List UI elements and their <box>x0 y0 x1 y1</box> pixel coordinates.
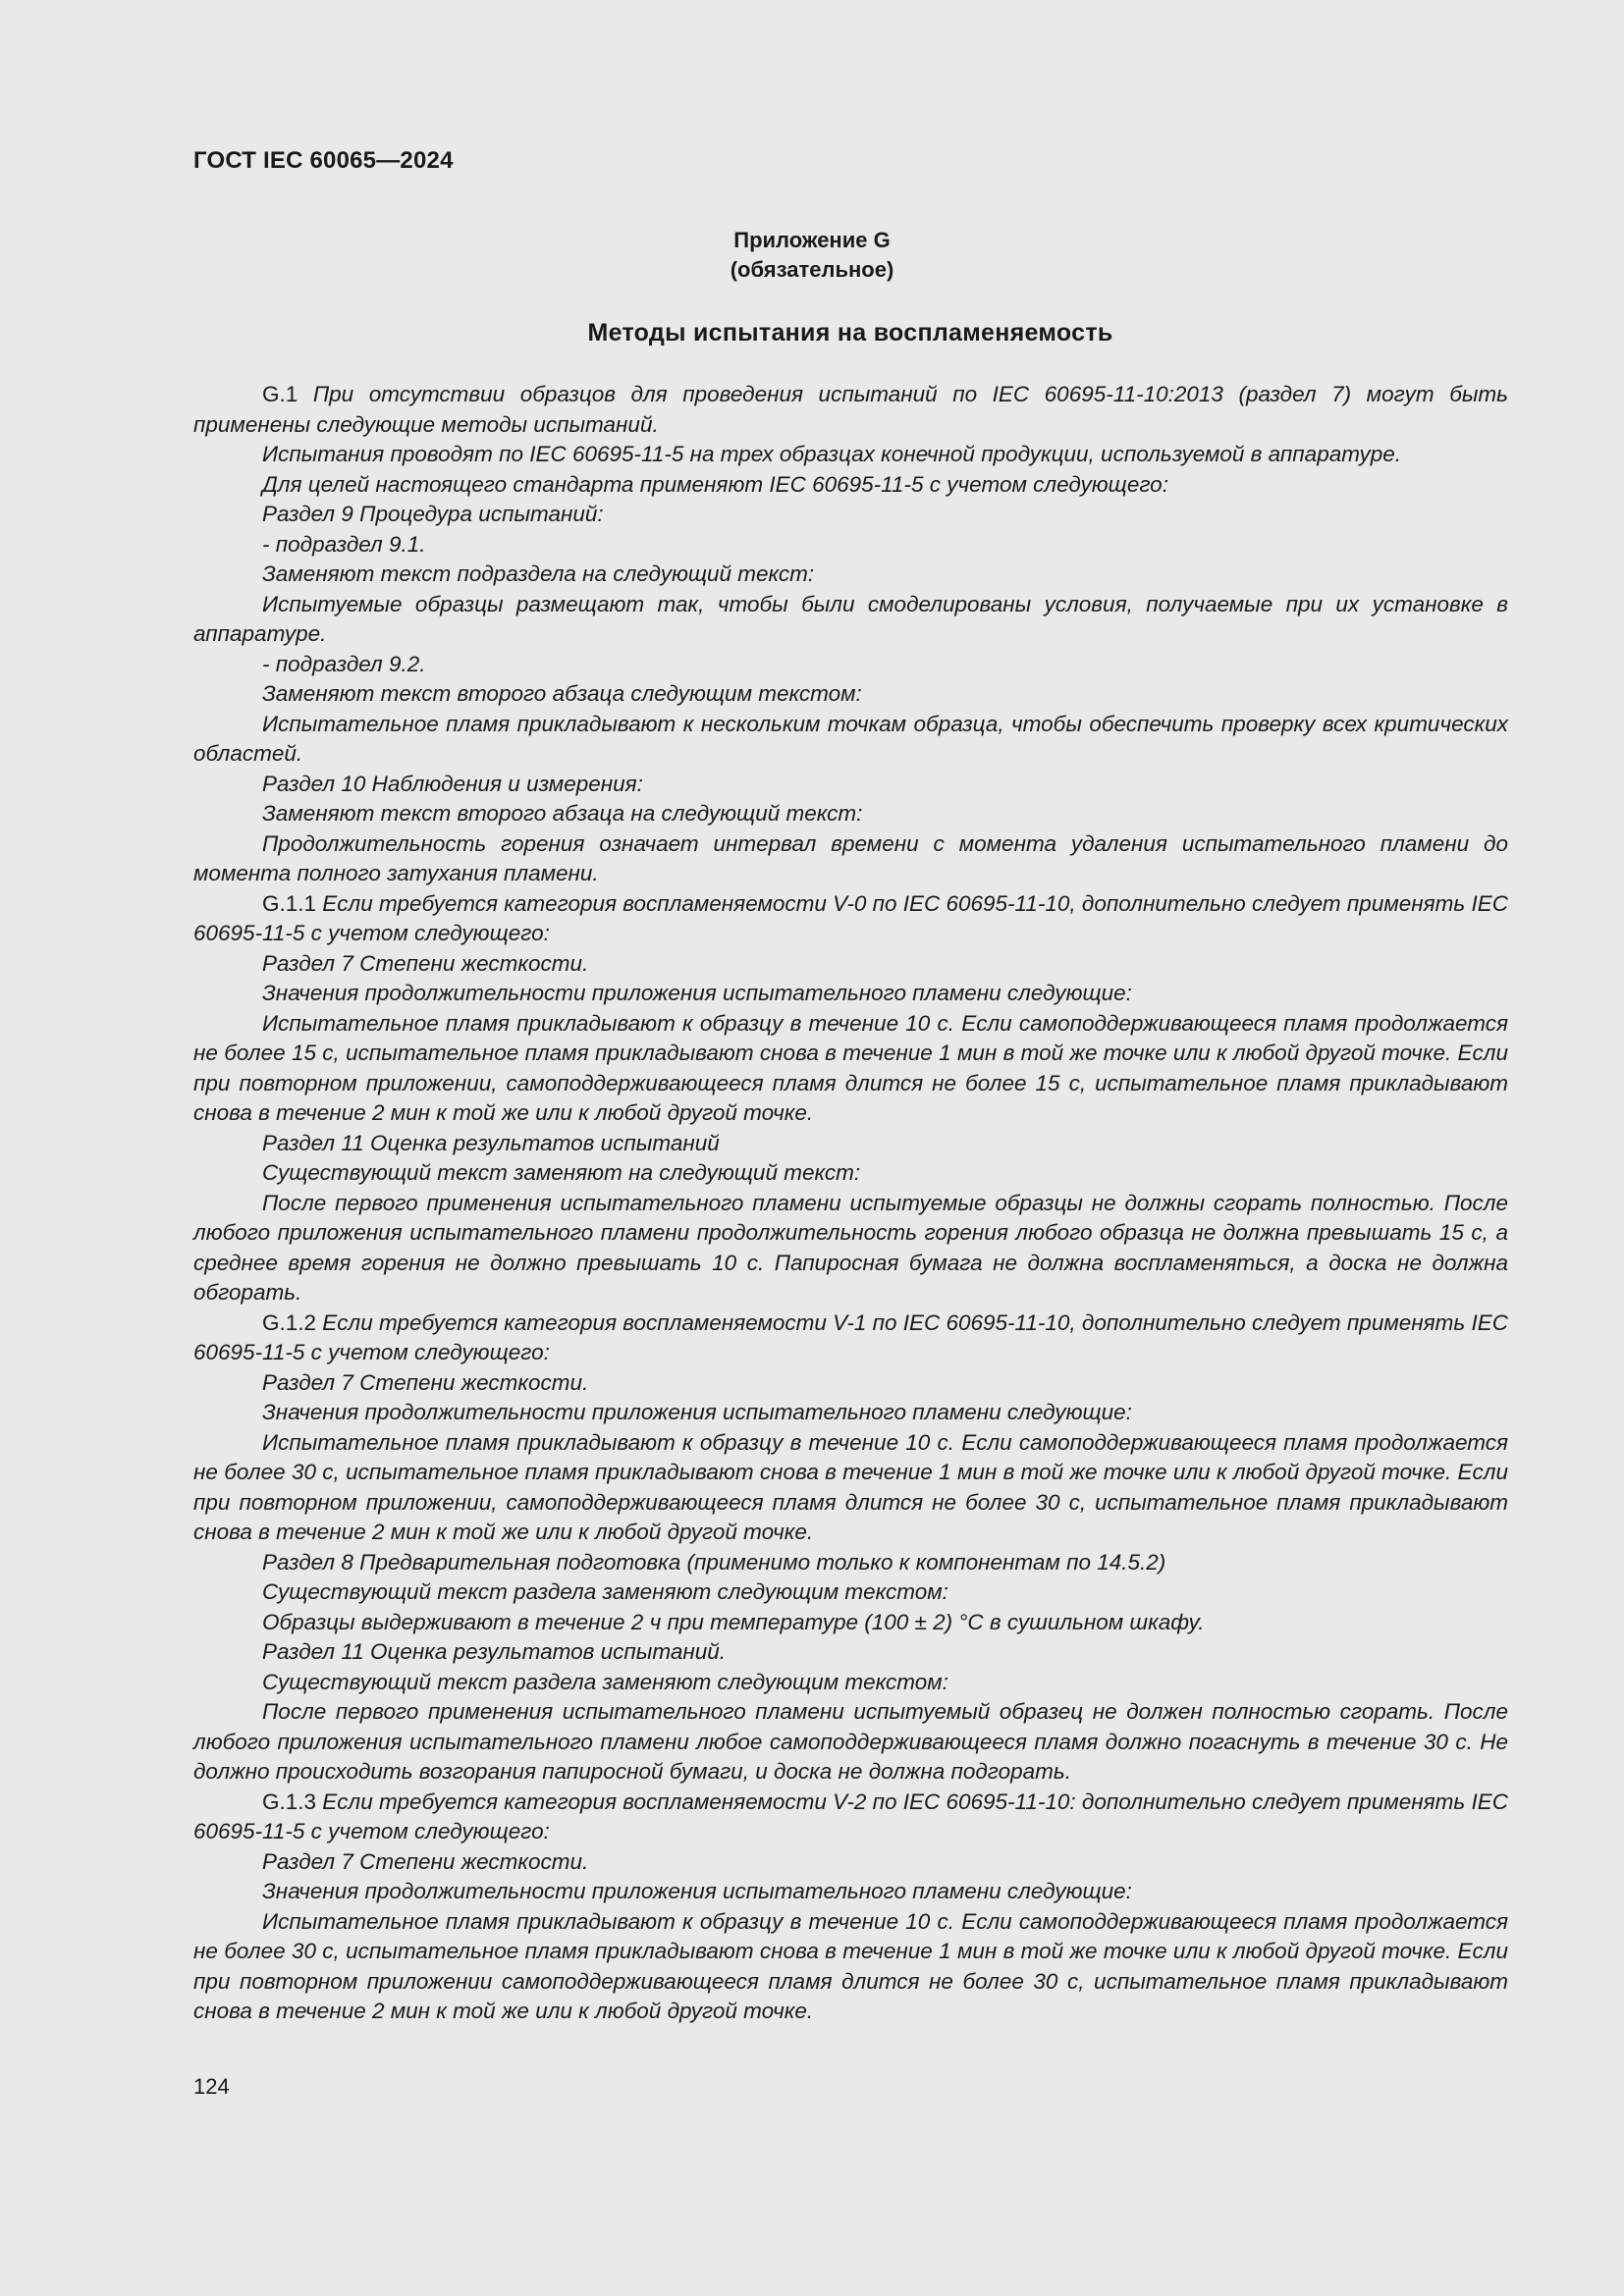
paragraph-text: Значения продолжительности приложения испытательного пламени следующие: <box>262 981 1132 1005</box>
paragraph-text: Раздел 7 Степени жесткости. <box>262 950 589 976</box>
paragraph-text: Испытательное пламя прикладывают к нескольким точкам образца, чтобы обеспечить проверку всех критических областей. <box>193 711 1508 766</box>
paragraph-text: Испытательное пламя прикладывают к образцу в течение 10 с. Если самоподдерживающееся пламя продолжается не более 30 с, испытательное пламя прикладывают снова в течение 1 мин в той же точке или к любой другой точке. Если при повторном приложении, самоподдерживающееся пламя длится не более 30 с, испытательное пламя прикладывают снова в течение 2 мин к той же или к любой другой точке. <box>193 1429 1508 1544</box>
paragraph <box>193 1577 1508 1608</box>
paragraph <box>193 1877 1508 1907</box>
paragraph-text: - подраздел 9.2. <box>262 651 426 676</box>
paragraph <box>193 650 1508 680</box>
paragraph-text: Если требуется категория воспламеняемости V-0 по IEC 60695-11-10, дополнительно следует применять IEC 60695-11-5 с учетом следующего: <box>193 890 1509 945</box>
paragraph <box>193 1368 1508 1399</box>
page-number: 124 <box>193 2074 230 2099</box>
paragraph <box>193 1847 1508 1878</box>
paragraph <box>193 829 1508 889</box>
paragraph <box>193 770 1508 800</box>
paragraph <box>193 679 1508 710</box>
appendix-title: Приложение G <box>733 228 891 252</box>
clause-number: G.1.1 <box>262 890 317 916</box>
paragraph-text: Испытания проводят по IEC 60695-11-5 на трех образцах конечной продукции, используемой в аппаратуре. <box>262 442 1402 466</box>
paragraph <box>193 1158 1508 1189</box>
paragraph-text: Если требуется категория воспламеняемости V-2 по IEC 60695-11-10: дополнительно следует применять IEC 60695-11-5 с учетом следующего: <box>193 1789 1509 1843</box>
paragraph-text: Существующий текст заменяют на следующий текст: <box>262 1160 861 1185</box>
paragraph <box>193 1637 1508 1668</box>
paragraph-text: - подраздел 9.1. <box>262 531 426 557</box>
paragraph-text: Существующий текст раздела заменяют следующим текстом: <box>262 1579 948 1604</box>
paragraph <box>193 500 1508 530</box>
paragraph <box>193 949 1508 980</box>
paragraph-text: Существующий текст раздела заменяют следующим текстом: <box>262 1669 948 1694</box>
paragraph <box>193 1009 1508 1129</box>
paragraph-text: Образцы выдерживают в течение 2 ч при температуре (100 ± 2) °С в сушильном шкафу. <box>262 1609 1205 1634</box>
paragraph-text: Заменяют текст подраздела на следующий текст: <box>262 561 815 586</box>
paragraph <box>193 710 1508 770</box>
paragraph <box>193 979 1508 1009</box>
paragraph-text: Продолжительность горения означает интервал времени с момента удаления испытательного пламени до момента полного затухания пламени. <box>193 830 1508 885</box>
paragraph-text: Раздел 11 Оценка результатов испытаний. <box>262 1639 727 1664</box>
paragraph <box>193 470 1508 501</box>
clause-number: G.1 <box>262 382 298 406</box>
document-header: ГОСТ IEC 60065—2024 <box>193 147 454 174</box>
clause-number: G.1.3 <box>262 1789 317 1814</box>
paragraph <box>193 1668 1508 1698</box>
paragraph <box>193 1129 1508 1159</box>
appendix-status: (обязательное) <box>730 257 894 282</box>
paragraph-text: Раздел 8 Предварительная подготовка (применимо только к компонентам по 14.5.2) <box>262 1549 1166 1575</box>
paragraph-text: Раздел 10 Наблюдения и измерения: <box>262 771 643 796</box>
paragraph-text: Испытуемые образцы размещают так, чтобы были смоделированы условия, получаемые при их установке в аппаратуре. <box>193 591 1508 646</box>
paragraph <box>193 1428 1508 1548</box>
paragraph <box>193 889 1508 949</box>
paragraph <box>193 1189 1508 1308</box>
paragraph <box>193 380 1508 440</box>
paragraph <box>193 1907 1508 2027</box>
section-title: Методы испытания на воспламеняемость <box>587 319 1113 347</box>
paragraph-text: Значения продолжительности приложения испытательного пламени следующие: <box>262 1879 1132 1903</box>
paragraph-text: Значения продолжительности приложения испытательного пламени следующие: <box>262 1400 1132 1424</box>
paragraph <box>193 1398 1508 1428</box>
paragraph <box>193 799 1508 829</box>
paragraph-text: Раздел 7 Степени жесткости. <box>262 1848 589 1874</box>
paragraph <box>193 530 1508 561</box>
paragraph-text: Если требуется категория воспламеняемости V-1 по IEC 60695-11-10, дополнительно следует применять IEC 60695-11-5 с учетом следующего: <box>193 1309 1509 1364</box>
paragraph-text: После первого применения испытательного пламени испытуемые образцы не должны сгорать полностью. После любого приложения испытательного пламени продолжительность горения любого образца не должна превышать 15 с, а среднее время горения не должно превышать 10 с. Папиросная бумага не должна воспламеняться, а доска не должна обгорать. <box>193 1190 1508 1305</box>
paragraph-text: Заменяют текст второго абзаца на следующий текст: <box>262 801 863 826</box>
clause-number: G.1.2 <box>262 1309 317 1335</box>
paragraph <box>193 1308 1508 1368</box>
document-body <box>193 380 1508 2027</box>
paragraph <box>193 1608 1508 1638</box>
paragraph <box>193 440 1508 470</box>
paragraph <box>193 1548 1508 1578</box>
paragraph-text: Для целей настоящего стандарта применяют IEC 60695-11-5 с учетом следующего: <box>262 471 1168 497</box>
paragraph-text: Раздел 7 Степени жесткости. <box>262 1369 589 1395</box>
paragraph <box>193 590 1508 650</box>
paragraph <box>193 1788 1508 1847</box>
paragraph-text: Раздел 9 Процедура испытаний: <box>262 502 604 526</box>
paragraph-text: Испытательное пламя прикладывают к образцу в течение 10 с. Если самоподдерживающееся пламя продолжается не более 15 с, испытательное пламя прикладывают снова в течение 1 мин в той же точке или к любой другой точке. Если при повторном приложении, самоподдерживающееся пламя длится не более 15 с, испытательное пламя прикладывают снова в течение 2 мин к той же или к любой другой точке. <box>193 1010 1508 1125</box>
paragraph-text: При отсутствии образцов для проведения испытаний по IEC 60695-11-10:2013 (раздел 7) могут быть применены следующие методы испытаний. <box>193 382 1508 437</box>
paragraph-text: Заменяют текст второго абзаца следующим текстом: <box>262 681 862 706</box>
paragraph-text: Раздел 11 Оценка результатов испытаний <box>262 1130 720 1155</box>
paragraph-text: Испытательное пламя прикладывают к образцу в течение 10 с. Если самоподдерживающееся пламя продолжается не более 30 с, испытательное пламя прикладывают снова в течение 1 мин в той же точке или к любой другой точке. Если при повторном приложении самоподдерживающееся пламя длится не более 30 с, испытательное пламя прикладывают снова в течение 2 мин к той же или к любой другой точке. <box>193 1908 1508 2023</box>
paragraph <box>193 560 1508 590</box>
paragraph-text: После первого применения испытательного пламени испытуемый образец не должен полностью сгорать. После любого приложения испытательного пламени любое самоподдерживающееся пламя должно погаснуть в течение 30 с. Не должно происходить возгорания папиросной бумаги, и доска не должна подгорать. <box>193 1699 1508 1784</box>
paragraph <box>193 1697 1508 1788</box>
